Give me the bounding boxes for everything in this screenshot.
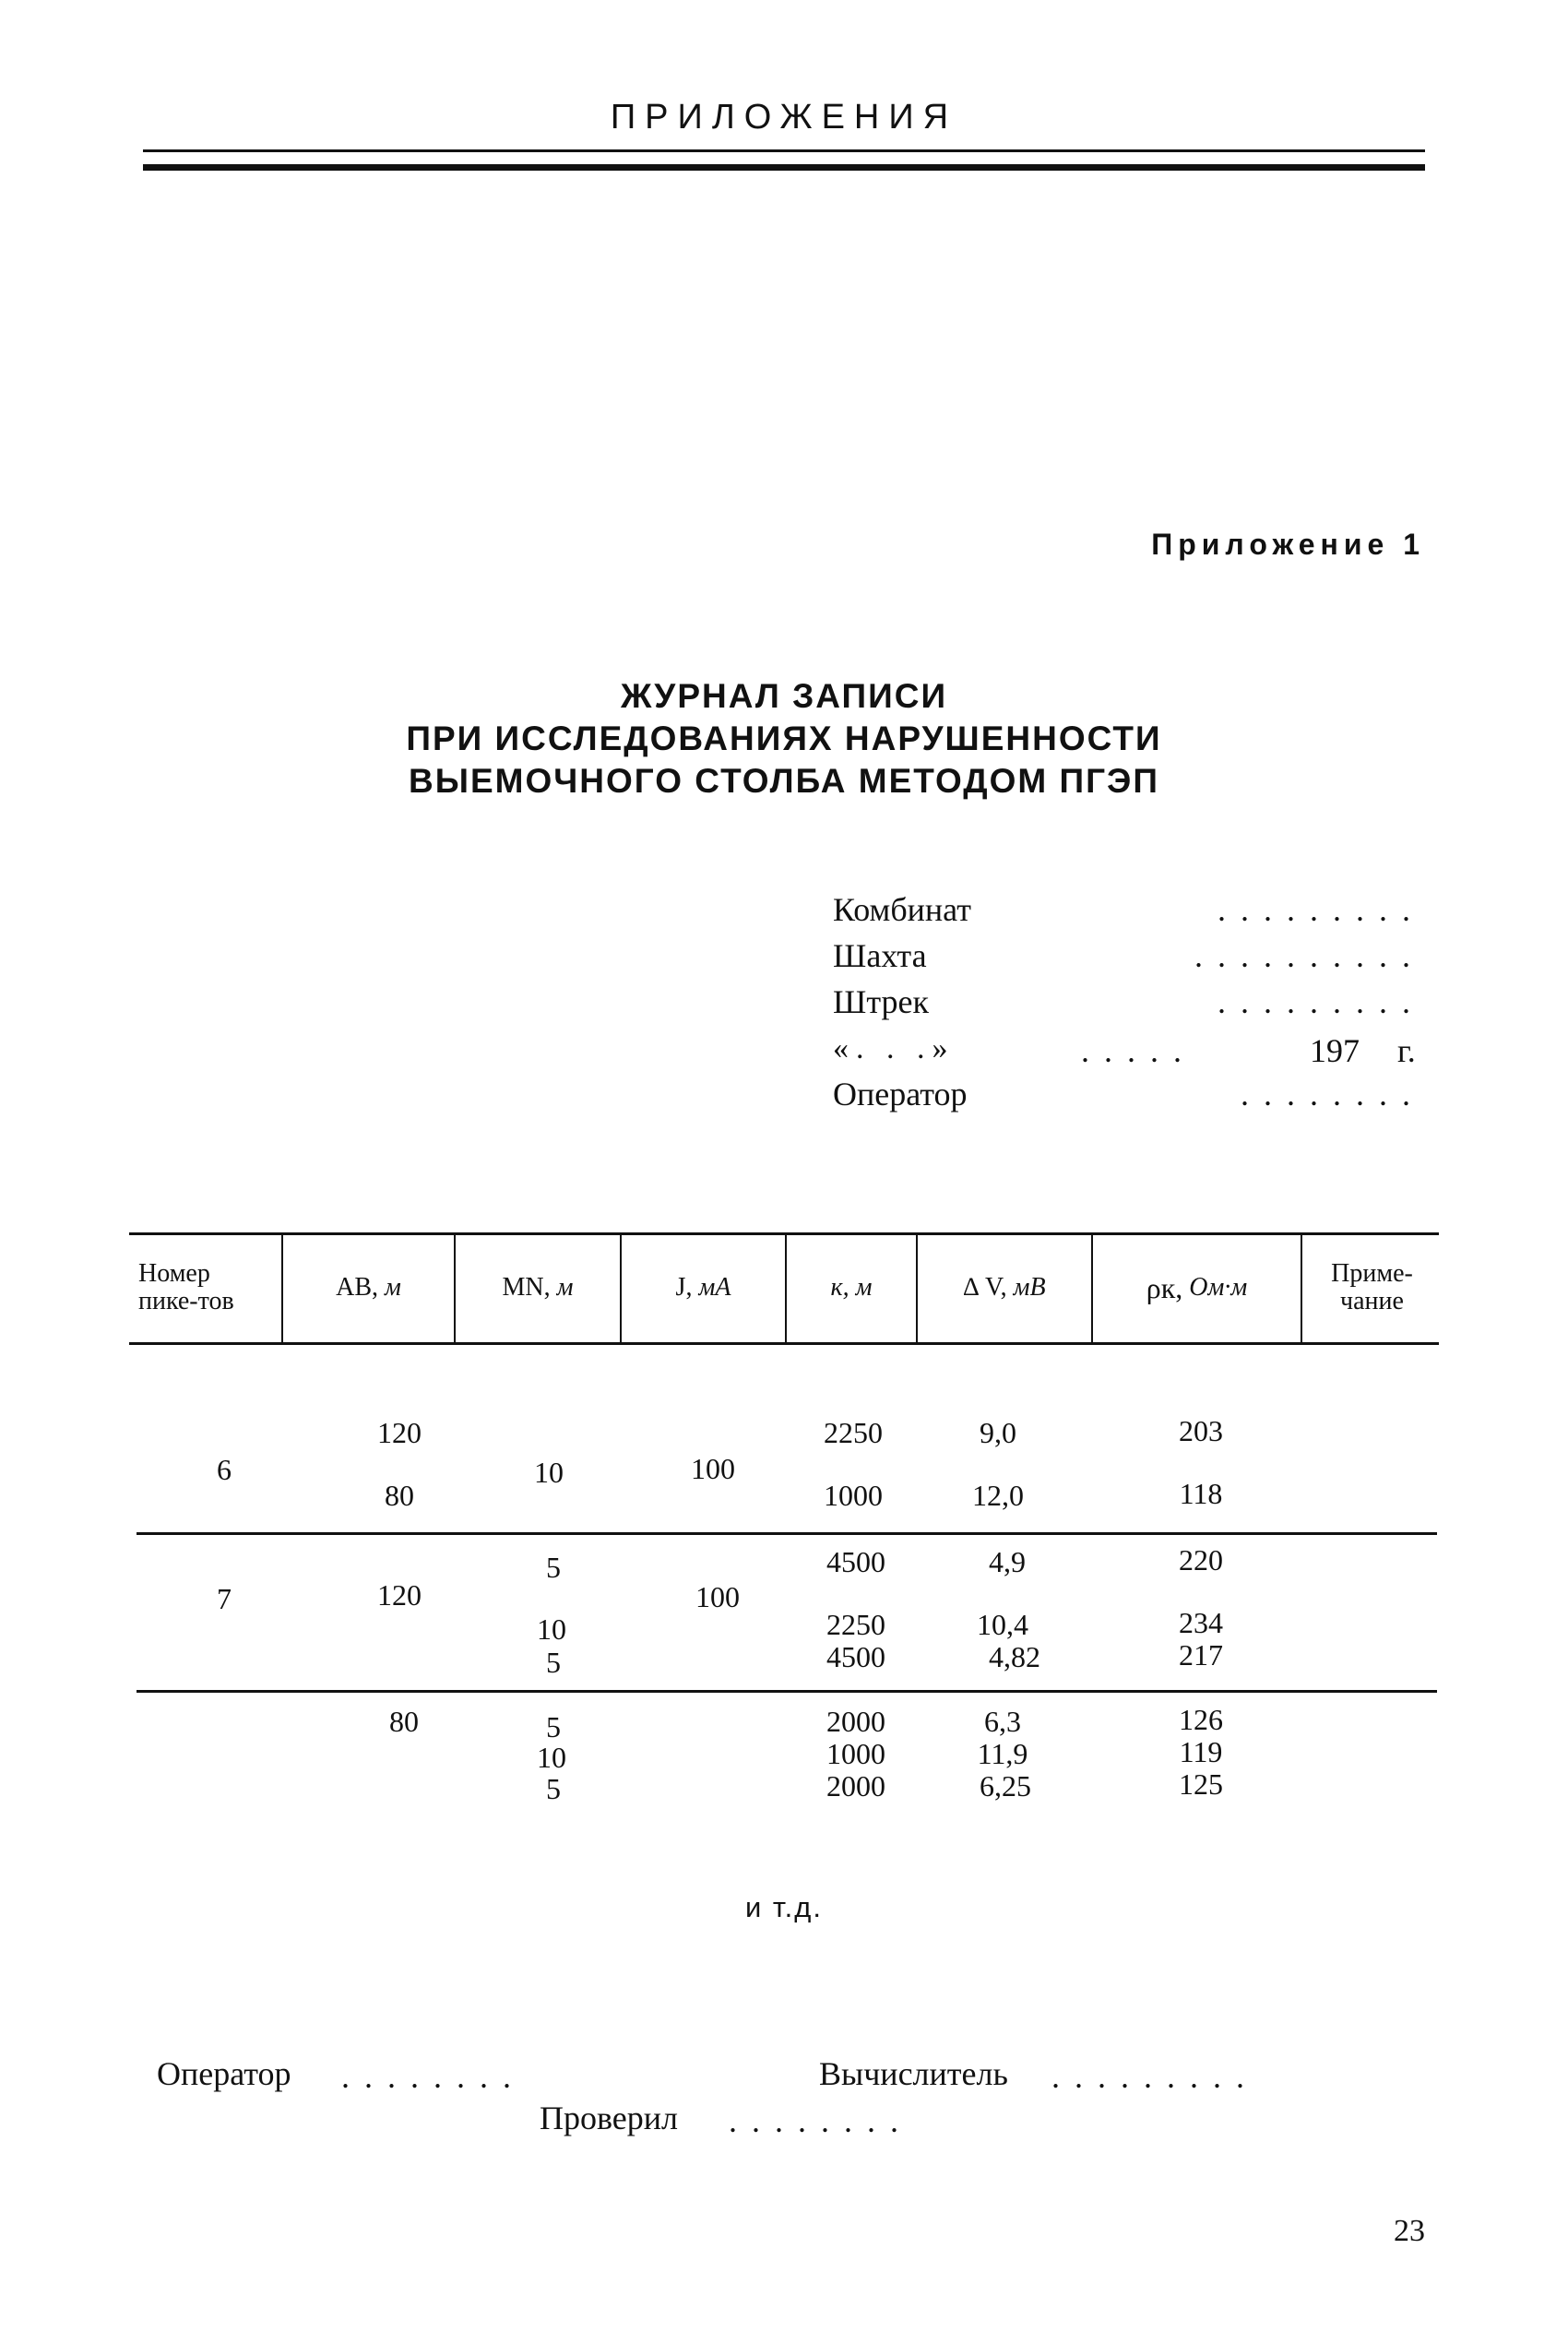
table-cell-current: 100 — [691, 1452, 735, 1485]
table-cell-rho: 220 — [1179, 1543, 1223, 1576]
table-group-rule — [137, 1532, 1437, 1535]
signature-operator-label: Оператор — [157, 2055, 291, 2092]
field-kombinat-label: Комбинат — [833, 891, 971, 928]
table-cell-k: 1000 — [824, 1479, 883, 1512]
signature-checked-dots: ........ — [729, 2102, 913, 2139]
col-header-mn-label: MN, — [502, 1273, 551, 1302]
table-cell-mn: 5 — [546, 1772, 561, 1805]
col-header-k — [787, 1236, 916, 1339]
table-group-rule — [137, 1690, 1437, 1693]
col-header-current-label: J, — [675, 1273, 693, 1302]
document-title — [0, 675, 1568, 803]
running-header: ПРИЛОЖЕНИЯ — [610, 98, 958, 137]
title-line-2: ПРИ ИССЛЕДОВАНИЯХ НАРУШЕННОСТИ — [406, 720, 1162, 757]
table-cell-dv: 4,82 — [989, 1640, 1040, 1673]
table-cell-mn: 5 — [546, 1646, 561, 1679]
table-cell-dv: 6,25 — [980, 1769, 1031, 1803]
col-header-picket: Номер пике-тов — [138, 1259, 234, 1315]
table-header-bottom-rule — [129, 1342, 1439, 1345]
field-date-year: 197 — [1310, 1032, 1360, 1069]
col-header-ab-label: АВ, — [336, 1273, 379, 1302]
table-cell-dv: 10,4 — [977, 1608, 1028, 1641]
table-cell-ab: 120 — [377, 1416, 422, 1449]
signature-calculator-dots: ......... — [1051, 2058, 1259, 2095]
table-cell-k: 2250 — [824, 1416, 883, 1449]
table-cell-ab: 80 — [385, 1479, 414, 1512]
table-cell-k: 2000 — [826, 1769, 885, 1803]
table-cell-dv: 4,9 — [989, 1545, 1026, 1578]
table-cell-rho: 126 — [1179, 1703, 1223, 1736]
field-shtrek-label: Штрек — [833, 983, 929, 1020]
table-cell-k: 4500 — [826, 1640, 885, 1673]
table-cell-ab: 120 — [377, 1578, 422, 1612]
table-cell-rho: 118 — [1179, 1477, 1223, 1510]
field-shakhta-dots: .......... — [1194, 937, 1425, 974]
table-divider — [1301, 1232, 1302, 1345]
col-header-dv-unit: мВ — [1013, 1273, 1046, 1302]
signature-checked-label: Проверил — [540, 2100, 678, 2136]
col-header-mn — [456, 1236, 620, 1339]
table-cell-dv: 6,3 — [984, 1705, 1021, 1738]
table-cell-mn: 10 — [534, 1456, 564, 1489]
table-cell-current: 100 — [695, 1580, 740, 1613]
table-cell-k: 1000 — [826, 1737, 885, 1770]
table-cell-k: 4500 — [826, 1545, 885, 1578]
page-number: 23 — [1394, 2214, 1425, 2248]
col-header-mn-unit: м — [556, 1273, 574, 1302]
table-cell-rho: 203 — [1179, 1414, 1223, 1447]
table-cell-k: 2250 — [826, 1608, 885, 1641]
table-cell-mn: 5 — [546, 1551, 561, 1584]
header-rule-thick — [143, 164, 1425, 171]
field-date-dots: ..... — [1081, 1032, 1196, 1069]
signature-operator-dots: ........ — [341, 2058, 526, 2095]
field-shakhta-label: Шахта — [833, 937, 927, 974]
table-cell-rho: 234 — [1179, 1606, 1223, 1639]
table-cell-picket: 6 — [217, 1453, 232, 1486]
signature-calculator-label: Вычислитель — [819, 2055, 1008, 2092]
field-operator-dots: ........ — [1241, 1076, 1425, 1112]
col-header-rho — [1093, 1236, 1301, 1339]
table-cell-ab: 80 — [389, 1705, 419, 1738]
col-header-k-label: к, — [830, 1273, 849, 1302]
field-operator-label: Оператор — [833, 1076, 968, 1112]
col-header-ab — [283, 1236, 454, 1339]
table-cell-mn: 10 — [537, 1612, 566, 1646]
table-cell-rho: 119 — [1179, 1735, 1223, 1768]
field-date-day-month: «. . .» — [833, 1031, 956, 1065]
table-cell-dv: 9,0 — [980, 1416, 1016, 1449]
table-cell-rho: 217 — [1179, 1638, 1223, 1672]
field-date-suffix: г. — [1397, 1032, 1416, 1069]
field-shtrek-dots: ......... — [1218, 983, 1425, 1020]
table-cell-mn: 10 — [537, 1741, 566, 1774]
col-header-dv — [918, 1236, 1091, 1339]
col-header-current — [622, 1236, 785, 1339]
table-cell-k: 2000 — [826, 1705, 885, 1738]
col-header-k-unit: м — [855, 1273, 873, 1302]
col-header-rho-label: ρк, — [1146, 1271, 1183, 1304]
field-kombinat-dots: ......... — [1218, 891, 1425, 928]
table-cell-picket: 7 — [217, 1582, 232, 1615]
etc-note: и т.д. — [744, 1891, 823, 1923]
header-rule-thin — [143, 149, 1425, 152]
table-cell-rho: 125 — [1179, 1767, 1223, 1801]
table-top-rule — [129, 1232, 1439, 1235]
col-header-note: Приме-чание — [1331, 1259, 1413, 1315]
col-header-current-unit: мА — [698, 1273, 731, 1302]
appendix-label: Приложение 1 — [1151, 528, 1425, 561]
col-header-ab-unit: м — [385, 1273, 401, 1302]
title-line-1: ЖУРНАЛ ЗАПИСИ — [620, 677, 948, 715]
col-header-rho-unit: Ом·м — [1189, 1273, 1248, 1302]
table-cell-mn: 5 — [546, 1710, 561, 1743]
col-header-dv-label: ∆ V, — [963, 1273, 1007, 1302]
title-line-3: ВЫЕМОЧНОГО СТОЛБА МЕТОДОМ ПГЭП — [409, 762, 1159, 800]
table-cell-dv: 12,0 — [972, 1479, 1024, 1512]
table-cell-dv: 11,9 — [977, 1737, 1028, 1770]
